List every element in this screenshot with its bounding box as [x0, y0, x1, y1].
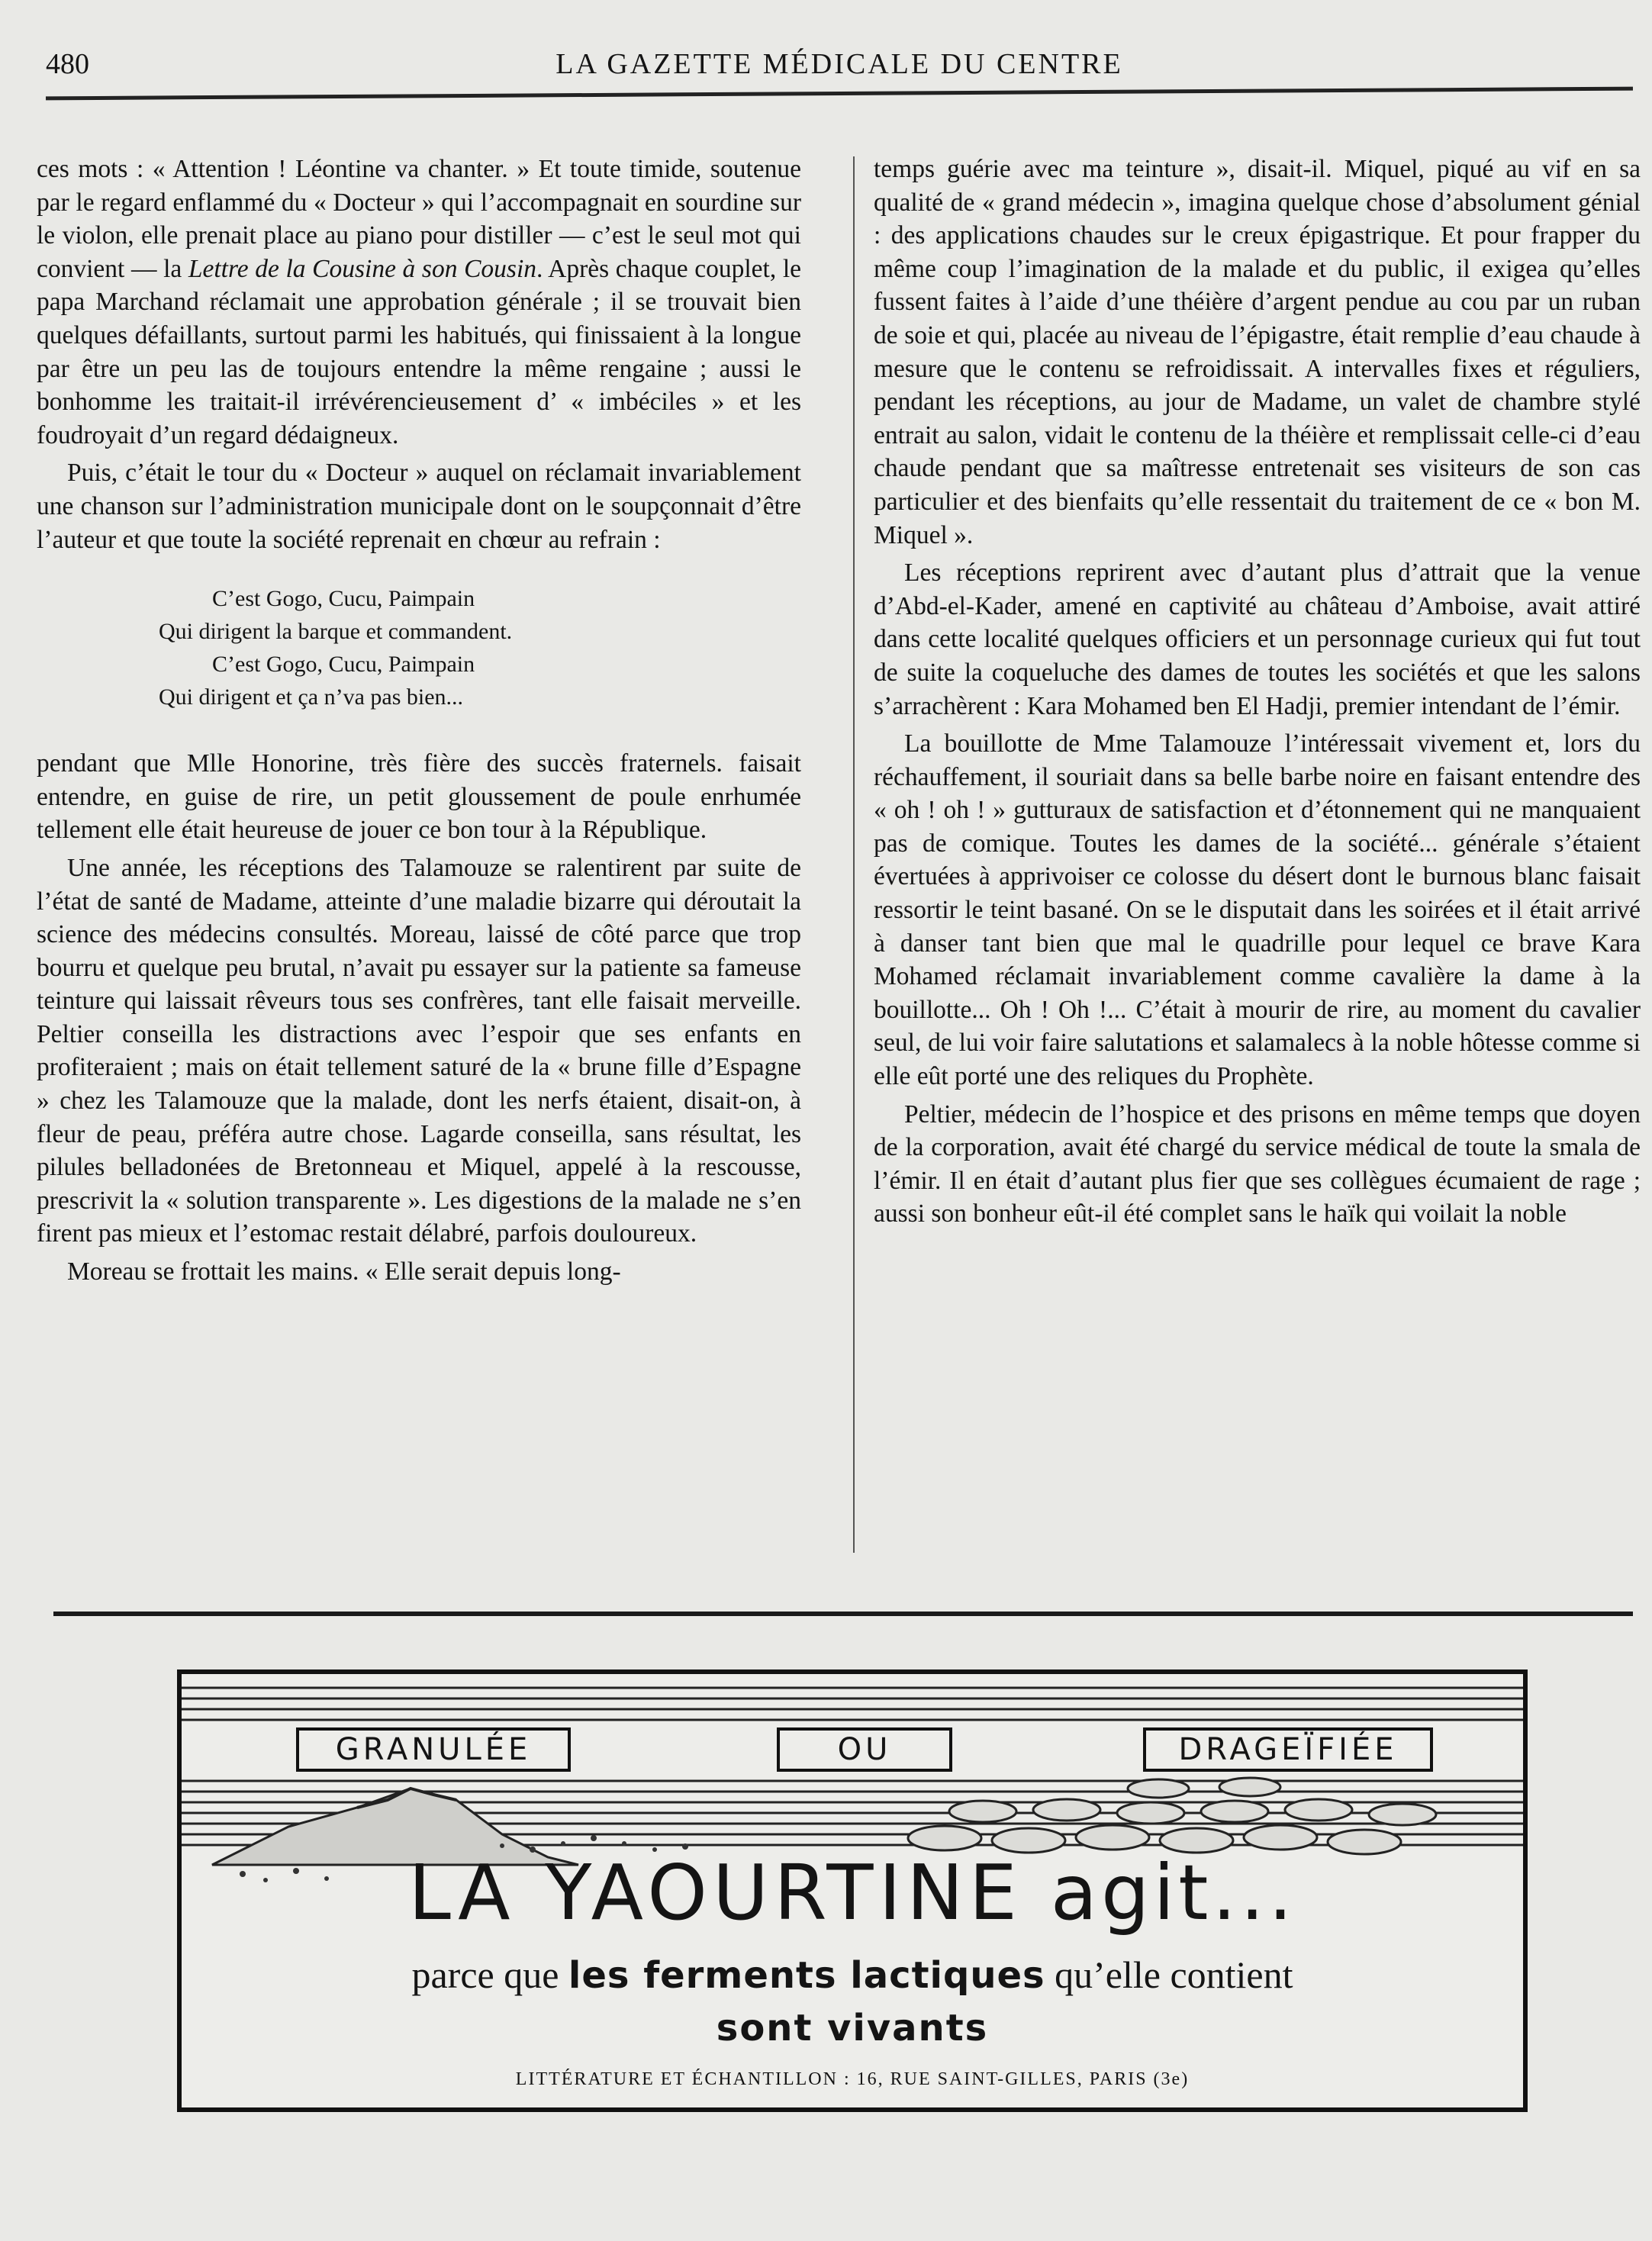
paragraph-text: ces mots : « Attention ! Léontine va chanter. » Et toute timide, soutenue par le regard enflammé du « Docteur » qui l’accompagnait en sourdine sur le violon, elle prenait place au piano pour distiller — c’est le seul mot qui convient — la: [37, 155, 801, 283]
advertisement-rule: [53, 1612, 1633, 1616]
verse-line: Qui dirigent la barque et commandent.: [159, 619, 513, 645]
tagline-text: parce que: [411, 1953, 568, 1996]
paragraph-text: . Après chaque couplet, le papa Marchand réclamait une approbation générale ; il se trouvait bien quelques défaillants, surtout parmi les habitués, qui finissaient à la longue par être un peu las de toujours entendre la même rengaine ; aussi le bonhomme les traitait-il irrévérencieusement d’ « imbéciles » et les foudroyait d’un regard dédaigneux.: [37, 254, 801, 449]
ad-label-granulee: GRANULÉE: [296, 1727, 571, 1772]
ad-label-drageifiee: DRAGEÏFIÉE: [1143, 1727, 1433, 1772]
running-title: LA GAZETTE MÉDICALE DU CENTRE: [555, 48, 1123, 80]
verse-line: Qui dirigent et ça n’va pas bien...: [159, 684, 464, 710]
paragraph: Une année, les réceptions des Talamouze se ralentirent par suite de l’état de santé de Madame, atteinte d’une maladie bizarre qui déroutait la science des médecins consultés. Moreau, laissé de côté parce que trop bourru et quelque peu brutal, n’avait pu essayer sur la patiente sa fameuse teinture qui laissait rêveurs tous ses confrères, tant elle faisait merveille. Peltier conseilla les distractions avec l’espoir que ses enfants en profiteraient ; mais on était tellement saturé de la « brune fille d’Espagne » chez les Talamouze que la malade, dont les nerfs étaient, disait-on, à fleur de peau, préféra autre chose. Lagarde conseilla, sans résultat, les pilules belladonées de Bretonneau et Miquel, appelé à la rescousse, prescrivit la « solution transparente ». Les digestions de la malade ne s’en firent pas mieux et l’estomac restait délabré, parfois douloureux.: [37, 853, 801, 1248]
paragraph: pendant que Mlle Honorine, très fière des succès fraternels. faisait entendre, en guise de rire, un petit gloussement de poule enrhumée tellement elle était heureuse de jouer ce bon tour à la République.: [37, 749, 801, 845]
header-rule: [46, 87, 1633, 101]
tagline-text: qu’elle contient: [1045, 1953, 1293, 1996]
song-verse: [37, 582, 801, 713]
ad-label-ou: OU: [777, 1727, 952, 1772]
paragraph: Puis, c’était le tour du « Docteur » auquel on réclamait invariablement une chanson sur l’administration municipale dont on le soupçonnait d’être l’auteur et que toute la société reprenait en chœur au refrain :: [37, 459, 801, 554]
ad-tagline-2: sont vivants: [716, 2007, 989, 2049]
column-divider: [853, 156, 855, 1553]
page-number: 480: [46, 48, 89, 80]
verse-line: C’est Gogo, Cucu, Paimpain: [212, 586, 475, 612]
verse-line: C’est Gogo, Cucu, Paimpain: [212, 652, 475, 678]
paragraph: [37, 153, 801, 452]
ad-footer: LITTÉRATURE ET ÉCHANTILLON : 16, RUE SAINT-GILLES, PARIS (3e): [515, 2069, 1190, 2089]
ad-brand-name: [182, 1848, 1523, 1937]
advertisement: [177, 1669, 1528, 2112]
tagline-bold: les ferments lactiques: [568, 1954, 1045, 1997]
song-title: Lettre de la Cousine à son Cousin: [188, 254, 537, 283]
right-column: [874, 153, 1641, 1235]
paragraph: Peltier, médecin de l’hospice et des prisons en même temps que doyen de la corporation, avait été chargé du service médical de toute la smala de l’émir. Il en était d’autant plus fier que ses collègues écumaient de rage ; aussi son bonheur eût-il été complet sans le haïk qui voilait la noble: [874, 1100, 1641, 1228]
paragraph: La bouillotte de Mme Talamouze l’intéressait vivement et, lors du réchauffement, il souriait dans sa belle barbe noire en faisant entendre des « oh ! oh ! » gutturaux de satisfaction et d’étonnement qui ne manquaient pas de comique. Toutes les dames de la société... générale s’étaient évertuées à apprivoiser ce colosse du désert dont le burnous blanc faisait ressortir le teint basané. On se le disputait dans les soirées et il était arrivé à danser tant bien que mal le quadrille pour lequel ce brave Kara Mohamed réclamait invariablement comme cavalière la dame à la bouillotte... Oh ! Oh !... C’était à mourir de rire, au moment du cavalier seul, de lui voir faire salutations et salamalecs à la noble hôtesse comme si elle eût porté une des reliques du Prophète.: [874, 729, 1641, 1091]
ad-tagline: [182, 1952, 1523, 1998]
brand-suffix: agit...: [1022, 1848, 1296, 1937]
brand-text: LA YAOURTINE: [408, 1848, 1022, 1937]
paragraph: Les réceptions reprirent avec d’autant plus d’attrait que la venue d’Abd-el-Kader, amené en captivité au château d’Amboise, avait attiré dans cette localité quelques officiers et un personnage curieux qui fut tout de suite la coqueluche des dames de toutes les sociétés et que les salons s’arrachèrent : Kara Mohamed ben El Hadji, premier intendant de l’émir.: [874, 559, 1641, 720]
left-column: [37, 153, 801, 1293]
page-header: [46, 47, 1633, 85]
paragraph: temps guérie avec ma teinture », disait-il. Miquel, piqué au vif en sa qualité de « grand médecin », imagina quelque chose d’absolument génial : des applications chaudes sur le creux épigastrique. Et pour frapper du même coup l’imagination de la malade et du public, il exigea qu’elles fussent faites à l’aide d’une théière d’argent pendue au cou par un ruban de soie et qui, placée au niveau de l’épigastre, était remplie d’eau chaude à mesure que le contenu se refroidissait. A intervalles fixes et réguliers, pendant les réceptions, au jour de Madame, un valet de chambre stylé entrait au salon, vidait le contenu de la théière et remplissait celle-ci d’eau chaude pendant que sa maîtresse entretenait ses visiteurs de son cas particulier et des bienfaits qu’elle ressentait du traitement de ce « bon M. Miquel ».: [874, 155, 1641, 549]
paragraph: Moreau se frottait les mains. « Elle serait depuis long-: [67, 1257, 621, 1286]
